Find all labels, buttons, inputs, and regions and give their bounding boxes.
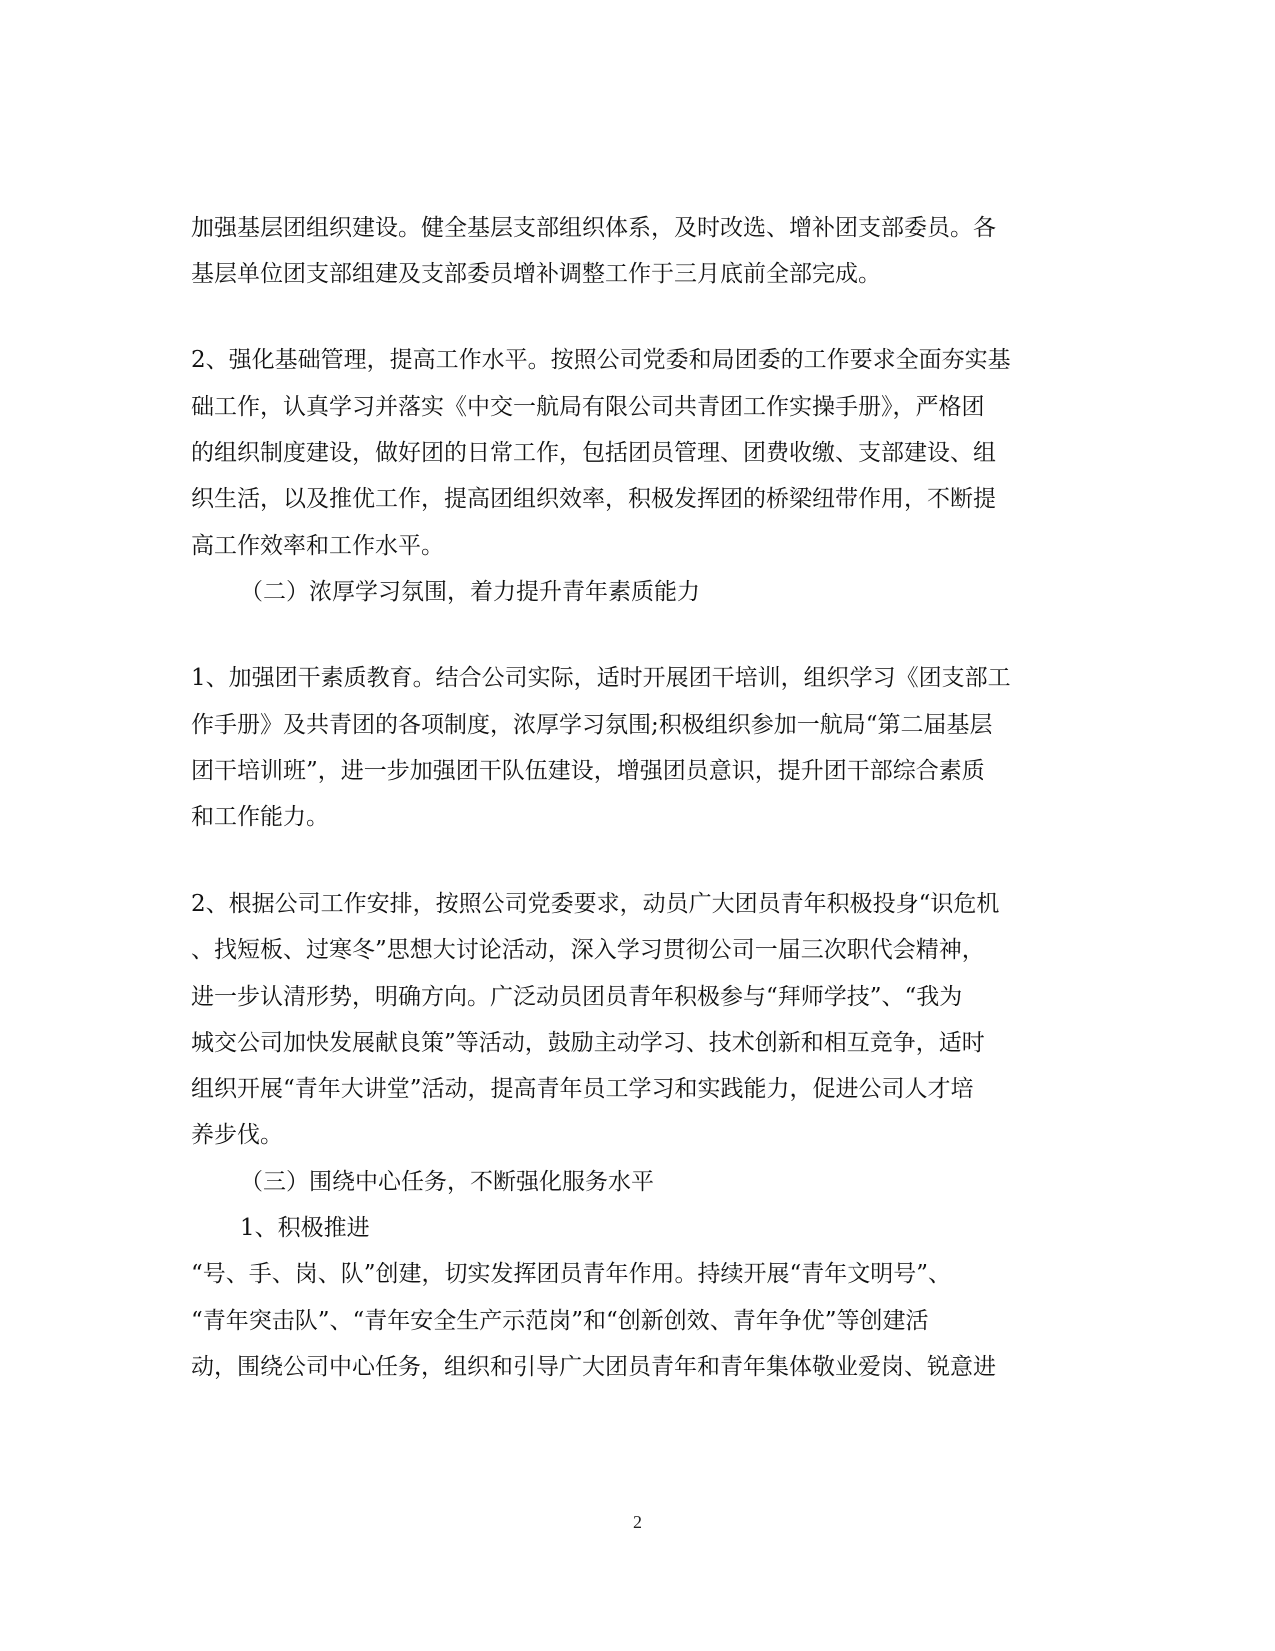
text-line: 1、加强团干素质教育。结合公司实际，适时开展团干培训，组织学习《团支部工 xyxy=(191,665,1011,691)
text-line: 、找短板、过寒冬”思想大讨论活动，深入学习贯彻公司一届三次职代会精神， xyxy=(191,937,985,963)
text-line: 进一步认清形势，明确方向。广泛动员团员青年积极参与“拜师学技”、“我为 xyxy=(191,984,963,1010)
text-line: 高工作效率和工作水平。 xyxy=(191,533,444,559)
text-line: 础工作，认真学习并落实《中交一航局有限公司共青团工作实操手册》，严格团 xyxy=(191,394,985,420)
text-line: 基层单位团支部组建及支部委员增补调整工作于三月底前全部完成。 xyxy=(191,261,881,287)
text-line: 加强基层团组织建设。健全基层支部组织体系，及时改选、增补团支部委员。各 xyxy=(191,215,996,241)
text-line: 养步伐。 xyxy=(191,1122,283,1148)
text-line: 团干培训班”，进一步加强团干队伍建设，增强团员意识，提升团干部综合素质 xyxy=(191,758,985,784)
text-line: 动，围绕公司中心任务，组织和引导广大团员青年和青年集体敬业爱岗、锐意进 xyxy=(191,1354,996,1380)
text-line: 城交公司加快发展献良策”等活动，鼓励主动学习、技术创新和相互竞争，适时 xyxy=(191,1030,985,1056)
text-line: 和工作能力。 xyxy=(191,804,329,830)
text-line: 组织开展“青年大讲堂”活动，提高青年员工学习和实践能力，促进公司人才培 xyxy=(191,1076,974,1102)
text-line: 2、根据公司工作安排，按照公司党委要求，动员广大团员青年积极投身“识危机 xyxy=(191,891,1000,917)
section-heading: （三）围绕中心任务，不断强化服务水平 xyxy=(240,1169,654,1195)
text-line: 作手册》及共青团的各项制度，浓厚学习氛围;积极组织参加一航局“第二届基层 xyxy=(191,712,993,738)
section-heading: （二）浓厚学习氛围，着力提升青年素质能力 xyxy=(240,579,700,605)
text-line: 1、积极推进 xyxy=(240,1215,370,1241)
text-line: “青年突击队”、“青年安全生产示范岗”和“创新创效、青年争优”等创建活 xyxy=(191,1308,929,1334)
page-number: 2 xyxy=(633,1512,642,1532)
text-line: 的组织制度建设，做好团的日常工作，包括团员管理、团费收缴、支部建设、组 xyxy=(191,440,996,466)
text-line: 织生活，以及推优工作，提高团组织效率，积极发挥团的桥梁纽带作用，不断提 xyxy=(191,486,996,512)
text-line: 2、强化基础管理，提高工作水平。按照公司党委和局团委的工作要求全面夯实基 xyxy=(191,347,1011,373)
text-line: “号、手、岗、队”创建，切实发挥团员青年作用。持续开展“青年文明号”、 xyxy=(191,1261,952,1287)
